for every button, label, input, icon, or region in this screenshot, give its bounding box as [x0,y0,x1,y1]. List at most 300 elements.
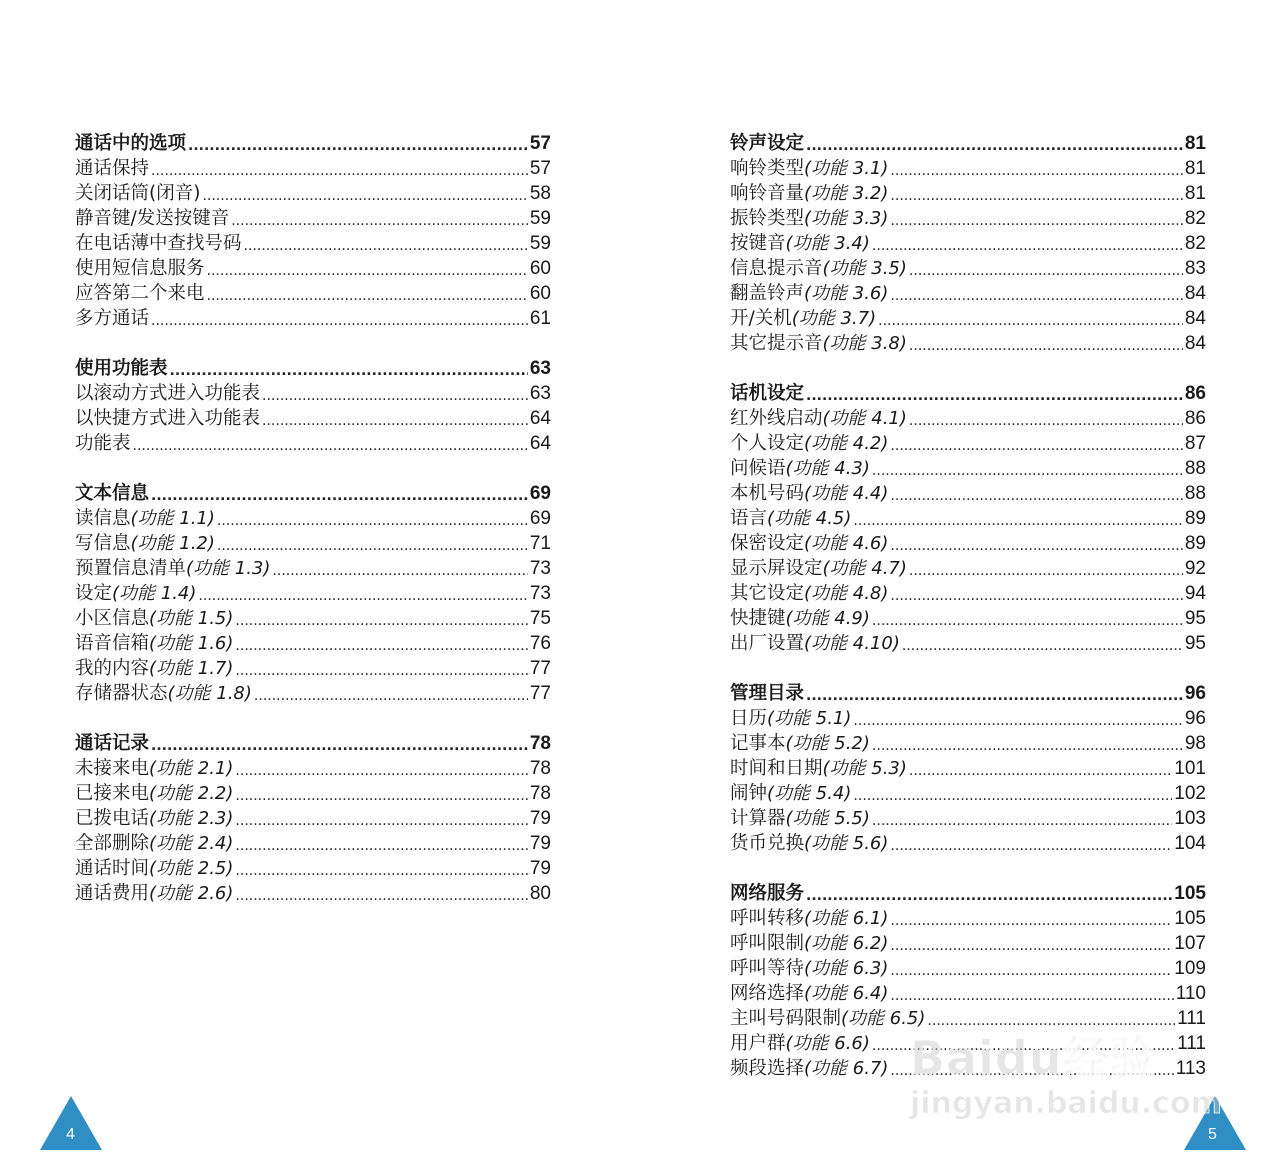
toc-section-heading [75,356,551,381]
entry-page-number: 79 [529,808,551,829]
toc-entry [75,556,551,581]
toc-entry [75,606,551,631]
entry-title: 红外线启动 [730,408,823,429]
dot-leader [890,586,1182,606]
dot-leader [872,1036,1175,1056]
entry-title: 问候语 [730,458,786,479]
dot-leader [872,811,1172,831]
entry-page-number: 111 [1177,1033,1206,1054]
entry-page-number: 87 [1184,433,1206,454]
dot-leader [235,861,527,881]
dot-leader [231,211,528,231]
toc-entry [730,781,1206,806]
toc-section [75,356,551,456]
toc-entry [730,1056,1206,1081]
toc-entry [730,1031,1206,1056]
entry-page-number: 77 [529,683,551,704]
entry-page-number: 88 [1184,483,1206,504]
entry-title: 呼叫转移 [730,908,805,929]
dot-leader [806,386,1183,406]
toc-entry [730,206,1206,231]
toc-entry [75,581,551,606]
toc-entry [75,756,551,781]
toc-left-column [75,131,551,931]
toc-entry [730,906,1206,931]
entry-title: 出厂设置 [730,633,805,654]
toc-entry [730,581,1206,606]
entry-title: 振铃类型 [730,208,805,229]
section-heading-title: 铃声设定 [730,133,805,154]
entry-function-number: (功能 1.1) [130,508,215,529]
toc-section-heading [75,731,551,756]
entry-title: 预置信息清单 [75,558,187,579]
toc-entry [75,806,551,831]
entry-title: 全部删除 [75,833,150,854]
dot-leader [872,611,1183,631]
entry-function-number: (功能 3.8) [822,333,907,354]
entry-page-number: 59 [529,233,551,254]
entry-title: 快捷键 [730,608,786,629]
dot-leader [890,536,1182,556]
entry-title: 本机号码 [730,483,805,504]
entry-title: 通话费用 [75,883,150,904]
dot-leader [909,561,1183,581]
toc-entry [75,181,551,206]
dot-leader [806,686,1183,706]
entry-page-number: 83 [1184,258,1206,279]
entry-title: 我的内容 [75,658,150,679]
toc-section [730,681,1206,856]
entry-function-number: (功能 1.2) [130,533,215,554]
entry-title: 通话保持 [75,158,150,179]
dot-leader [902,636,1183,656]
entry-page-number: 92 [1184,558,1206,579]
toc-section-heading [730,131,1206,156]
entry-title: 呼叫限制 [730,933,805,954]
entry-page-number: 96 [1184,708,1206,729]
entry-title: 读信息 [75,508,131,529]
toc-entry [75,881,551,906]
toc-entry [75,431,551,456]
toc-entry [730,306,1206,331]
toc-entry [75,631,551,656]
entry-title: 语言 [730,508,768,529]
toc-section [75,481,551,706]
toc-section-heading [75,481,551,506]
dot-leader [207,286,528,306]
entry-function-number: (功能 3.4) [785,233,870,254]
entry-page-number: 78 [529,733,551,754]
dot-leader [202,186,527,206]
toc-section-heading [730,881,1206,906]
entry-page-number: 64 [529,433,551,454]
toc-entry [730,281,1206,306]
entry-page-number: 88 [1184,458,1206,479]
dot-leader [235,636,527,656]
toc-right-column [730,131,1206,1106]
entry-title: 计算器 [730,808,786,829]
entry-title: 货币兑换 [730,833,805,854]
dot-leader [170,361,528,381]
toc-entry [75,281,551,306]
toc-section-heading [730,381,1206,406]
dot-leader [217,536,528,556]
dot-leader [853,511,1182,531]
section-heading-title: 通话中的选项 [75,133,187,154]
entry-title: 通话时间 [75,858,150,879]
entry-function-number: (功能 6.3) [804,958,889,979]
toc-entry [730,431,1206,456]
toc-entry [730,731,1206,756]
toc-entry [730,606,1206,631]
entry-page-number: 89 [1184,533,1206,554]
toc-section [730,381,1206,656]
entry-page-number: 60 [529,258,551,279]
dot-leader [235,611,527,631]
entry-page-number: 77 [529,658,551,679]
dot-leader [133,436,528,456]
toc-entry [730,756,1206,781]
toc-section-heading [75,131,551,156]
toc-entry [75,406,551,431]
toc-entry [75,656,551,681]
entry-function-number: (功能 5.3) [822,758,907,779]
dot-leader [890,211,1182,231]
entry-title: 已接来电 [75,783,150,804]
dot-leader [890,936,1172,956]
entry-function-number: (功能 5.5) [785,808,870,829]
entry-page-number: 78 [529,758,551,779]
entry-title: 显示屏设定 [730,558,823,579]
entry-title: 写信息 [75,533,131,554]
entry-title: 静音键/发送按键音 [75,208,230,229]
dot-leader [244,236,528,256]
entry-function-number: (功能 4.3) [785,458,870,479]
entry-title: 设定 [75,583,113,604]
entry-page-number: 95 [1184,608,1206,629]
entry-function-number: (功能 3.7) [791,308,877,329]
entry-function-number: (功能 5.2) [785,733,870,754]
toc-entry [730,1006,1206,1031]
toc-section [75,131,551,331]
entry-function-number: (功能 3.5) [822,258,907,279]
toc-entry [75,831,551,856]
dot-leader [151,311,528,331]
entry-function-number: (功能 6.2) [804,933,889,954]
toc-entry [75,856,551,881]
entry-title: 保密设定 [730,533,805,554]
dot-leader [890,186,1182,206]
entry-title: 存储器状态 [75,683,168,704]
dot-leader [909,261,1183,281]
entry-title: 闹钟 [730,783,768,804]
entry-function-number: (功能 1.5) [149,608,234,629]
entry-title: 使用短信息服务 [75,258,205,279]
dot-leader [151,486,528,506]
toc-section-heading [730,681,1206,706]
entry-page-number: 78 [529,783,551,804]
entry-page-number: 60 [529,283,551,304]
section-heading-title: 话机设定 [730,383,805,404]
entry-page-number: 101 [1174,758,1206,779]
entry-page-number: 75 [529,608,551,629]
entry-page-number: 110 [1175,983,1206,1004]
entry-page-number: 84 [1184,308,1206,329]
dot-leader [890,961,1172,981]
entry-function-number: (功能 5.6) [804,833,889,854]
dot-leader [890,161,1182,181]
entry-function-number: (功能 2.4) [149,833,234,854]
entry-title: 已拨电话 [75,808,150,829]
entry-title: 以快捷方式进入功能表 [75,408,261,429]
entry-title: 关闭话筒(闭音) [75,183,201,204]
dot-leader [927,1011,1175,1031]
dot-leader [872,736,1183,756]
entry-page-number: 113 [1175,1058,1206,1079]
dot-leader [151,161,528,181]
toc-entry [730,406,1206,431]
dot-leader [890,436,1182,456]
entry-page-number: 81 [1184,133,1206,154]
toc-entry [730,956,1206,981]
entry-page-number: 81 [1184,158,1206,179]
entry-page-number: 76 [529,633,551,654]
toc-entry [730,481,1206,506]
entry-page-number: 81 [1184,183,1206,204]
entry-page-number: 84 [1184,333,1206,354]
dot-leader [890,911,1172,931]
dot-leader [188,136,528,156]
toc-entry [730,456,1206,481]
entry-function-number: (功能 1.3) [186,558,271,579]
entry-function-number: (功能 4.1) [822,408,907,429]
dot-leader [872,236,1183,256]
dot-leader [151,736,528,756]
toc-entry [75,156,551,181]
entry-title: 个人设定 [730,433,805,454]
entry-function-number: (功能 4.4) [804,483,889,504]
dot-leader [890,1061,1173,1081]
entry-title: 其它提示音 [730,333,823,354]
dot-leader [235,811,527,831]
toc-section [730,881,1206,1081]
entry-title: 网络选择 [730,983,805,1004]
entry-page-number: 59 [529,208,551,229]
entry-title: 时间和日期 [730,758,823,779]
entry-page-number: 64 [529,408,551,429]
toc-entry [730,931,1206,956]
entry-page-number: 73 [529,583,551,604]
entry-title: 按键音 [730,233,786,254]
dot-leader [890,986,1173,1006]
entry-title: 用户群 [730,1033,786,1054]
page-number-left-label: 4 [66,1126,75,1143]
entry-function-number: (功能 5.1) [767,708,852,729]
entry-page-number: 71 [529,533,551,554]
entry-function-number: (功能 3.6) [804,283,889,304]
toc-entry [75,506,551,531]
entry-page-number: 61 [529,308,551,329]
entry-page-number: 86 [1184,383,1206,404]
dot-leader [198,586,527,606]
toc-entry [730,556,1206,581]
entry-function-number: (功能 4.6) [804,533,889,554]
entry-page-number: 98 [1184,733,1206,754]
entry-page-number: 57 [529,133,551,154]
section-heading-title: 管理目录 [730,683,805,704]
section-heading-title: 网络服务 [730,883,805,904]
dot-leader [878,311,1183,331]
entry-function-number: (功能 6.6) [785,1033,870,1054]
entry-title: 以滚动方式进入功能表 [75,383,261,404]
dot-leader [872,461,1183,481]
toc-section [75,731,551,906]
toc-entry [730,231,1206,256]
toc-entry [75,206,551,231]
entry-page-number: 69 [529,483,551,504]
toc-section [730,131,1206,356]
toc-entry [75,531,551,556]
toc-entry [75,381,551,406]
entry-page-number: 58 [529,183,551,204]
dot-leader [217,511,528,531]
entry-title: 开/关机 [730,308,792,329]
entry-page-number: 105 [1174,908,1206,929]
toc-entry [730,531,1206,556]
entry-title: 主叫号码限制 [730,1008,842,1029]
toc-entry [75,781,551,806]
entry-function-number: (功能 4.2) [804,433,889,454]
dot-leader [254,686,528,706]
entry-page-number: 79 [529,833,551,854]
entry-function-number: (功能 6.7) [804,1058,889,1079]
dot-leader [806,886,1172,906]
entry-page-number: 96 [1184,683,1206,704]
entry-page-number: 84 [1184,283,1206,304]
entry-function-number: (功能 1.8) [167,683,252,704]
dot-leader [853,711,1182,731]
entry-page-number: 69 [529,508,551,529]
entry-title: 多方通话 [75,308,150,329]
entry-function-number: (功能 1.4) [112,583,197,604]
entry-function-number: (功能 6.1) [804,908,889,929]
dot-leader [890,836,1172,856]
entry-page-number: 103 [1174,808,1206,829]
dot-leader [806,136,1183,156]
page-number-right [1184,1096,1246,1150]
entry-title: 功能表 [75,433,131,454]
entry-function-number: (功能 4.5) [767,508,852,529]
toc-entry [730,806,1206,831]
entry-page-number: 86 [1184,408,1206,429]
entry-function-number: (功能 4.10) [804,633,900,654]
entry-page-number: 95 [1184,633,1206,654]
entry-page-number: 104 [1174,833,1206,854]
entry-function-number: (功能 4.7) [822,558,907,579]
dot-leader [272,561,527,581]
dot-leader [207,261,528,281]
dot-leader [235,786,527,806]
dot-leader [853,786,1172,806]
entry-title: 信息提示音 [730,258,823,279]
entry-title: 语音信箱 [75,633,150,654]
toc-entry [75,681,551,706]
entry-function-number: (功能 3.1) [804,158,889,179]
section-heading-title: 通话记录 [75,733,150,754]
toc-entry [730,981,1206,1006]
entry-function-number: (功能 2.1) [149,758,234,779]
entry-page-number: 80 [529,883,551,904]
toc-entry [730,631,1206,656]
dot-leader [909,411,1183,431]
dot-leader [909,336,1183,356]
entry-page-number: 111 [1177,1008,1206,1029]
dot-leader [235,761,527,781]
entry-function-number: (功能 1.6) [149,633,234,654]
toc-entry [75,256,551,281]
entry-title: 应答第二个来电 [75,283,205,304]
entry-page-number: 109 [1174,958,1206,979]
toc-entry [730,506,1206,531]
entry-page-number: 57 [529,158,551,179]
dot-leader [890,286,1182,306]
entry-function-number: (功能 1.7) [149,658,234,679]
entry-page-number: 89 [1184,508,1206,529]
toc-entry [75,306,551,331]
dot-leader [235,886,527,906]
toc-entry [730,256,1206,281]
section-heading-title: 使用功能表 [75,358,168,379]
entry-function-number: (功能 6.4) [804,983,889,1004]
watermark-main-text: Baidu经验 [910,1031,1157,1085]
entry-page-number: 82 [1184,208,1206,229]
toc-entry [730,156,1206,181]
entry-title: 呼叫等待 [730,958,805,979]
entry-function-number: (功能 4.8) [804,583,889,604]
entry-function-number: (功能 2.2) [149,783,234,804]
entry-page-number: 63 [529,358,551,379]
entry-function-number: (功能 3.2) [804,183,889,204]
toc-entry [730,181,1206,206]
page-number-right-label: 5 [1208,1126,1217,1143]
entry-page-number: 79 [529,858,551,879]
entry-page-number: 82 [1184,233,1206,254]
toc-entry [730,831,1206,856]
entry-title: 响铃音量 [730,183,805,204]
entry-function-number: (功能 2.5) [149,858,234,879]
toc-entry [730,706,1206,731]
page-number-left [40,1096,102,1150]
entry-page-number: 107 [1174,933,1206,954]
entry-page-number: 63 [529,383,551,404]
entry-title: 其它设定 [730,583,805,604]
entry-function-number: (功能 2.3) [149,808,234,829]
dot-leader [909,761,1172,781]
entry-title: 翻盖铃声 [730,283,805,304]
entry-title: 响铃类型 [730,158,805,179]
dot-leader [890,486,1182,506]
entry-function-number: (功能 3.3) [804,208,889,229]
entry-page-number: 105 [1174,883,1206,904]
entry-function-number: (功能 2.6) [149,883,234,904]
entry-function-number: (功能 4.9) [785,608,870,629]
entry-title: 日历 [730,708,768,729]
toc-entry [75,231,551,256]
entry-page-number: 102 [1174,783,1206,804]
watermark-sub-text: jingyan.baidu.com [910,1086,1222,1121]
dot-leader [262,411,528,431]
entry-function-number: (功能 6.5) [841,1008,926,1029]
